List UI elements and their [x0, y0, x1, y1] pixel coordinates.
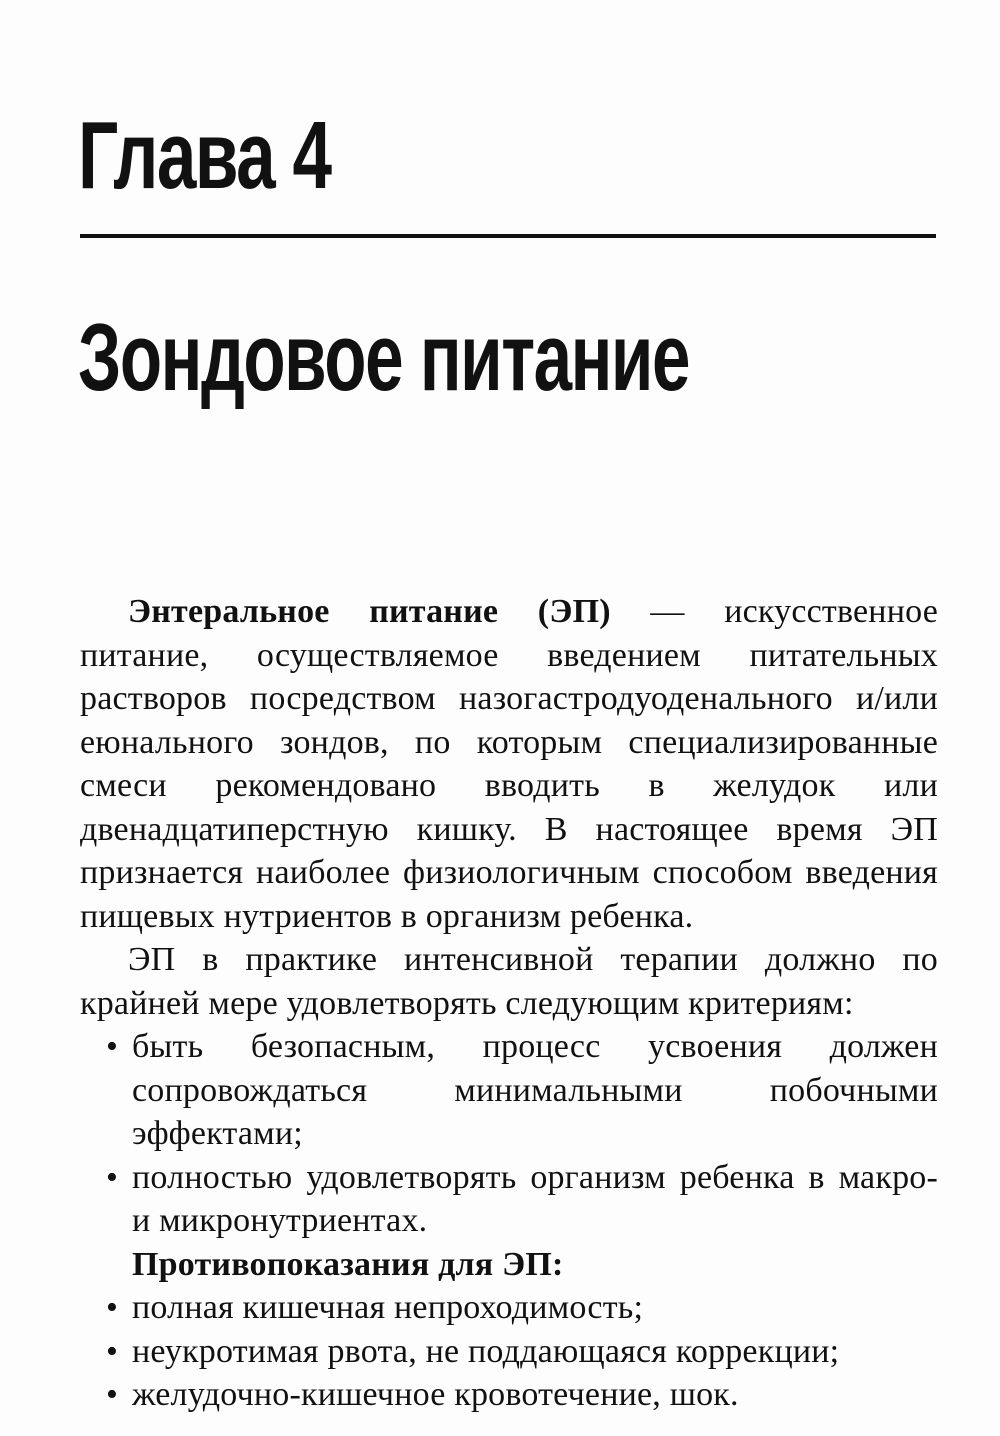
bullet-icon: • — [106, 1376, 119, 1413]
list-item-text: полностью удовлетворять организм ребенка в макро- и микронутриентах. — [132, 1158, 938, 1239]
list-item — [106, 1373, 938, 1417]
intro-definition: — искусственное питание, осуществляемое введением питательных растворов посредством назогастродуоденального и/или еюнального зондов, по которым специализированные смеси рекомендовано вводить в желудок или двенадцатиперстную кишку. В настоящее время ЭП признается наиболее физиологичным способом введения пищевых нутриентов в организм ребенка. — [80, 593, 938, 935]
list-item — [106, 1330, 938, 1374]
chapter-body — [80, 590, 938, 1417]
bullet-icon: • — [106, 1158, 119, 1196]
contraindications-heading: Противопоказания для ЭП: — [132, 1245, 564, 1283]
intro-term: Энтеральное питание (ЭП) — [128, 593, 611, 630]
list-item — [106, 1025, 938, 1156]
bullet-icon: • — [106, 1332, 119, 1370]
list-item-text: быть безопасным, процесс усвоения должен сопровождаться минимальными побочными эффектами; — [132, 1028, 938, 1152]
bullet-icon: • — [106, 1028, 119, 1065]
chapter-number: Глава 4 — [78, 102, 331, 209]
bullet-icon: • — [106, 1289, 119, 1326]
chapter-title: Зондовое питание — [78, 304, 689, 411]
list-item — [106, 1156, 938, 1243]
list-item-text: желудочно-кишечное кровотечение, шок. — [132, 1376, 739, 1413]
list-item-text: неукротимая рвота, не поддающаяся коррекции; — [132, 1332, 840, 1370]
intro-paragraph — [80, 590, 938, 938]
criteria-list — [80, 1025, 938, 1243]
list-item-text: полная кишечная непроходимость; — [132, 1289, 644, 1326]
chapter-divider — [80, 234, 936, 238]
contraindications-list — [80, 1286, 938, 1417]
list-item — [106, 1286, 938, 1330]
criteria-lead: ЭП в практике интенсивной терапии должно по крайней мере удовлетворять следующим критериям: — [80, 941, 938, 1022]
